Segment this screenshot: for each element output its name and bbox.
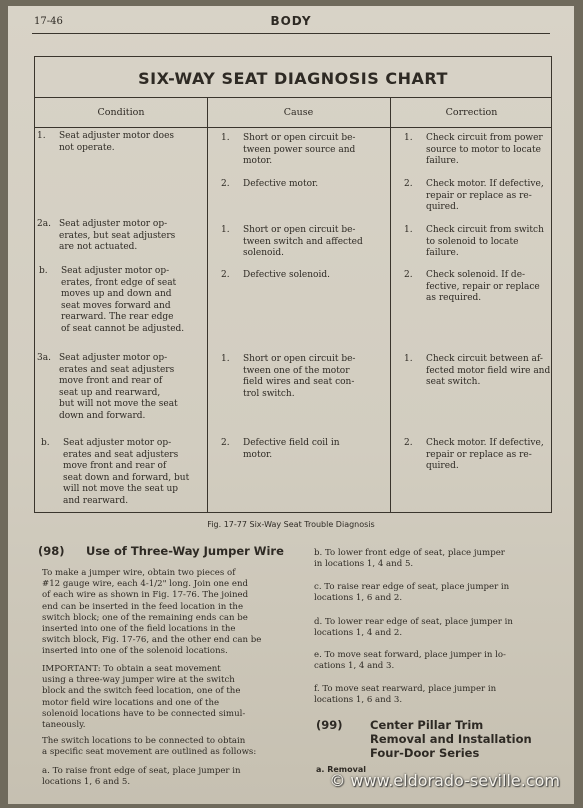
correction-text: Check circuit from power source to motor to locate failure. (426, 133, 543, 166)
paragraph-item-a: a. To raise front edge of seat, place jumper in locations 1, 6 and 5. (42, 766, 241, 788)
correction-text: Check motor. If defective, repair or replace as re- quired. (426, 179, 544, 212)
cause-text: Short or open circuit be- tween one of the motor field wires and seat con- trol switch. (243, 354, 356, 399)
diagnosis-chart (34, 56, 552, 513)
cause-text: Defective motor. (243, 179, 319, 189)
condition-number: 1. (37, 131, 46, 141)
condition-number: b. (41, 438, 50, 448)
instruction-item-c: c. To raise rear edge of seat, place jumper in locations 1, 6 and 2. (314, 582, 510, 604)
cause-text: Defective field coil in motor. (243, 438, 340, 460)
column-divider (390, 97, 391, 512)
cause-text: Defective solenoid. (243, 270, 330, 280)
correction-number: 2. (404, 179, 413, 189)
correction-number: 1. (404, 354, 413, 364)
page-number: 17-46 (34, 16, 63, 27)
section-99-heading (316, 718, 566, 762)
cause-number: 1. (221, 133, 230, 143)
condition-number: 2a. (37, 219, 51, 229)
section-number: (99) (316, 718, 343, 732)
instruction-item-e: e. To move seat forward, place jumper in lo- cations 1, 4 and 3. (314, 650, 506, 672)
subheading-removal: a. Removal (316, 765, 366, 774)
section-title: Center Pillar Trim Removal and Installation Four-Door Series (370, 718, 532, 760)
cause-text: Short or open circuit be- tween switch and affected solenoid. (243, 225, 363, 258)
condition-number: 3a. (37, 353, 51, 363)
section-title: Use of Three-Way Jumper Wire (86, 544, 284, 558)
figure-caption: Fig. 17-77 Six-Way Seat Trouble Diagnosis (207, 520, 375, 529)
header-rule (32, 33, 550, 34)
cause-number: 1. (221, 225, 230, 235)
cause-number: 2. (221, 179, 230, 189)
page-header-title: BODY (270, 14, 312, 28)
correction-number: 2. (404, 270, 413, 280)
condition-number: b. (39, 266, 48, 276)
manual-page (8, 6, 574, 804)
cause-number: 1. (221, 354, 230, 364)
instruction-item-f: f. To move seat rearward, place jumper in locations 1, 6 and 3. (314, 684, 497, 706)
cause-number: 2. (221, 270, 230, 280)
correction-text: Check solenoid. If de- fective, repair or replace as required. (426, 270, 540, 303)
correction-number: 2. (404, 438, 413, 448)
condition-text: Seat adjuster motor op- erates and seat adjusters move front and rear of seat down and forward, but will not move the seat up and rearward. (63, 438, 190, 506)
correction-text: Check motor. If defective, repair or replace as re- quired. (426, 438, 544, 471)
chart-header-rule (35, 127, 551, 128)
watermark: © www.eldorado-seville.com (329, 771, 560, 790)
correction-text: Check circuit from switch to solenoid to locate failure. (426, 225, 544, 258)
cause-text: Short or open circuit be- tween power source and motor. (243, 133, 356, 166)
correction-number: 1. (404, 225, 413, 235)
cause-number: 2. (221, 438, 230, 448)
instruction-item-b: b. To lower front edge of seat, place jumper in locations 1, 4 and 5. (314, 548, 505, 570)
condition-text: Seat adjuster motor op- erates, but seat adjusters are not actuated. (59, 219, 176, 252)
chart-title: SIX-WAY SEAT DIAGNOSIS CHART (138, 69, 448, 88)
column-header-correction: Correction (445, 107, 498, 118)
column-header-condition: Condition (97, 107, 145, 118)
paragraph-jumper-wire: To make a jumper wire, obtain two pieces of #12 gauge wire, each 4-1/2" long. Join one end of each wire as shown in Fig. 17-76. The joined end can be inserted in the feed location in the switch block; one of the remaining ends can be inserted into one of the field locations in the switch block, Fig. 17-76, and the other end can be inserted into one of the solenoid locations. (42, 568, 262, 657)
condition-text: Seat adjuster motor op- erates, front edge of seat moves up and down and seat moves forward and rearward. The rear edge of seat cannot be adjusted. (61, 266, 185, 334)
condition-text: Seat adjuster motor op- erates and seat adjusters move front and rear of seat up and rearward, but will not move the seat down and forward. (59, 353, 178, 421)
section-98-heading (38, 544, 298, 560)
section-number: (98) (38, 544, 65, 558)
condition-text: Seat adjuster motor does not operate. (59, 131, 175, 153)
column-divider (207, 97, 208, 512)
instruction-item-d: d. To lower rear edge of seat, place jumper in locations 1, 4 and 2. (314, 617, 513, 639)
correction-number: 1. (404, 133, 413, 143)
correction-text: Check circuit between af- fected motor field wire and seat switch. (426, 354, 551, 387)
paragraph-important: IMPORTANT: To obtain a seat movement using a three-way jumper wire at the switch block and the switch feed location, one of the motor field wire locations and one of the solenoid locations have to be connected simul- taneously. (42, 664, 246, 731)
column-header-cause: Cause (283, 107, 314, 118)
paragraph-switch-locations: The switch locations to be connected to obtain a specific seat movement are outlined as follows: (42, 736, 257, 758)
chart-title-rule (35, 97, 551, 98)
